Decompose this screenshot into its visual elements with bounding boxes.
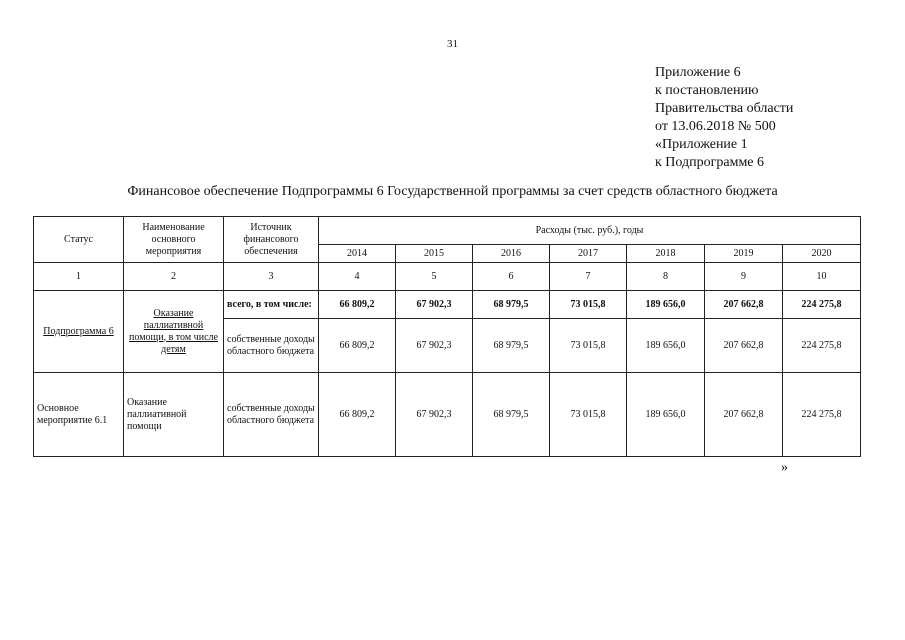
column-number: 7 [550,263,627,291]
header-expenses: Расходы (тыс. руб.), годы [319,217,861,245]
value-cell: 207 662,8 [705,291,783,319]
column-number: 5 [396,263,473,291]
document-title: Финансовое обеспечение Подпрограммы 6 Государственной программы за счет средств областного бюджета [127,184,778,199]
subprogram-name: Оказание паллиативной помощи, в том числе детям [124,291,224,373]
header-year: 2019 [705,245,783,263]
header-name: Наименование основного мероприятия [124,217,224,263]
value-cell: 66 809,2 [319,291,396,319]
appendix-note [655,64,793,172]
closing-quote: » [781,460,788,475]
value-cell: 224 275,8 [783,291,861,319]
value-cell: 68 979,5 [473,373,550,457]
value-cell: 189 656,0 [627,291,705,319]
value-cell: 224 275,8 [783,319,861,373]
value-cell: 207 662,8 [705,373,783,457]
measure-name: Оказание паллиативной помощи [124,373,224,457]
appendix-line: «Приложение 1 [655,137,748,152]
value-cell: 189 656,0 [627,319,705,373]
table-row [34,291,861,319]
column-number: 4 [319,263,396,291]
value-cell: 66 809,2 [319,319,396,373]
value-cell: 73 015,8 [550,291,627,319]
appendix-line: от 13.06.2018 № 500 [655,119,776,134]
header-source: Источник финансового обеспечения [224,217,319,263]
header-year: 2020 [783,245,861,263]
value-cell: 66 809,2 [319,373,396,457]
header-year: 2016 [473,245,550,263]
numbering-row [34,263,861,291]
financing-table [33,216,861,457]
own-source-label: собственные доходы областного бюджета [224,319,319,373]
measure-source: собственные доходы областного бюджета [224,373,319,457]
column-number: 3 [224,263,319,291]
value-cell: 68 979,5 [473,319,550,373]
table-row [34,373,861,457]
header-year: 2018 [627,245,705,263]
total-source-label: всего, в том числе: [224,291,319,319]
column-number: 1 [34,263,124,291]
appendix-line: к Подпрограмме 6 [655,155,765,170]
header-year: 2017 [550,245,627,263]
value-cell: 73 015,8 [550,373,627,457]
value-cell: 73 015,8 [550,319,627,373]
column-number: 9 [705,263,783,291]
subprogram-status: Подпрограмма 6 [34,291,124,373]
appendix-line: Приложение 6 [655,65,741,80]
page-number: 31 [447,38,458,50]
appendix-line: к постановлению [655,83,759,98]
value-cell: 68 979,5 [473,291,550,319]
value-cell: 67 902,3 [396,291,473,319]
value-cell: 67 902,3 [396,319,473,373]
value-cell: 189 656,0 [627,373,705,457]
value-cell: 207 662,8 [705,319,783,373]
column-number: 6 [473,263,550,291]
header-status: Статус [34,217,124,263]
value-cell: 224 275,8 [783,373,861,457]
column-number: 8 [627,263,705,291]
header-year: 2014 [319,245,396,263]
column-number: 10 [783,263,861,291]
column-number: 2 [124,263,224,291]
measure-status: Основное мероприятие 6.1 [34,373,124,457]
appendix-line: Правительства области [655,101,794,116]
value-cell: 67 902,3 [396,373,473,457]
header-year: 2015 [396,245,473,263]
